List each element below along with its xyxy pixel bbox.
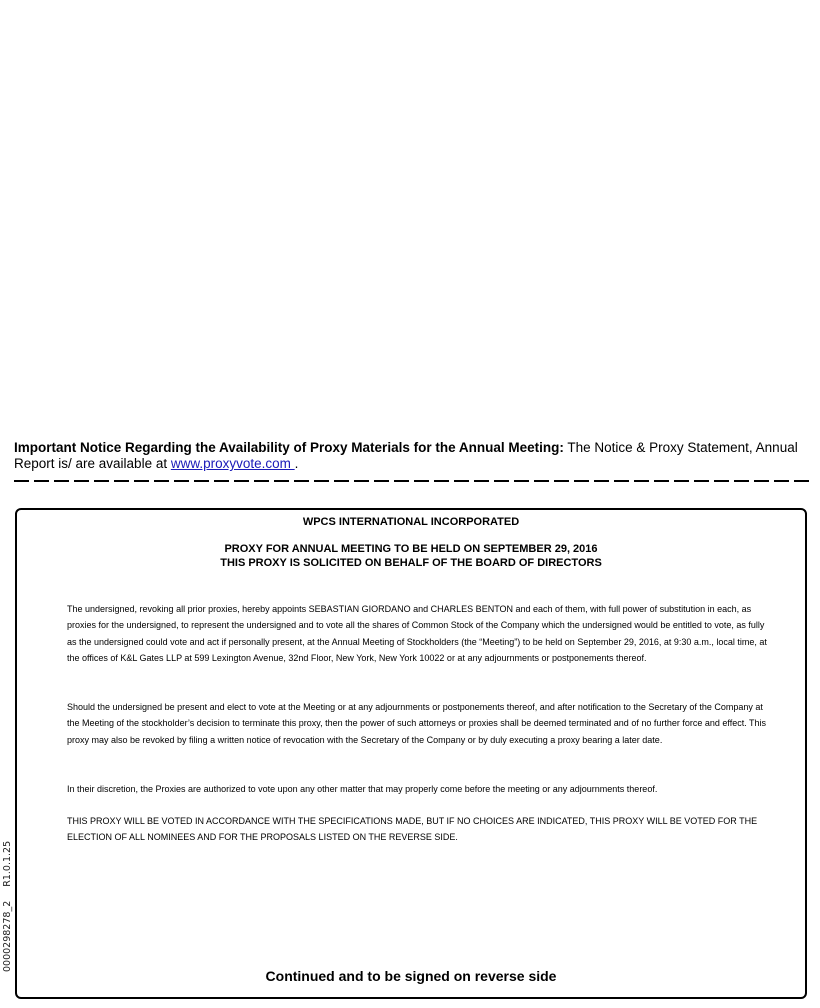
proxy-title-line1: PROXY FOR ANNUAL MEETING TO BE HELD ON SEPTEMBER 29, 2016: [224, 543, 598, 555]
proxy-title: [17, 542, 805, 570]
proxy-card: [15, 508, 807, 999]
company-name: WPCS INTERNATIONAL INCORPORATED: [302, 516, 520, 528]
appointment-paragraph: The undersigned, revoking all prior proxies, hereby appoints SEBASTIAN GIORDANO and CHARLES BENTON and each of them, with full power of substitution in each, as proxies for the undersigned, to represent the undersigned and to vote all the shares of Common Stock of the Company which the undersigned would be entitled to vote, as fully as the undersigned could vote and act if personally present, at the Annual Meeting of Stockholders (the “Meeting”) to be held on September 29, 2016, at 9:30 a.m., local time, at the offices of K&L Gates LLP at 599 Lexington Avenue, 32nd Floor, New York, New York 10022 or at any adjournments or postponements thereof.: [67, 604, 767, 664]
availability-notice: [14, 440, 809, 472]
proxyvote-link[interactable]: www.proxyvote.com: [170, 456, 295, 471]
revocation-paragraph: Should the undersigned be present and elect to vote at the Meeting or at any adjournments or postponements thereof, and after notification to the Secretary of the Company at the Meeting of the stockholder’s decision to terminate this proxy, then the power of such attorneys or proxies shall be deemed terminated and of no further force and effect. This proxy may also be revoked by filing a written notice of revocation with the Secretary of the Company or by duly executing a proxy bearing a later date.: [67, 702, 767, 745]
notice-text: The Notice & Proxy Statement, Annual Report is/ are available at: [14, 440, 798, 471]
document-id: 0000298278_2: [2, 900, 13, 972]
document-version: R1.0.1.25: [2, 840, 13, 887]
cut-line-divider: [14, 480, 812, 482]
notice-heading: Important Notice Regarding the Availability of Proxy Materials for the Annual Meeting:: [14, 440, 564, 455]
document-code-label: [2, 842, 16, 972]
voting-instructions-paragraph: THIS PROXY WILL BE VOTED IN ACCORDANCE WITH THE SPECIFICATIONS MADE, BUT IF NO CHOICES ARE INDICATED, THIS PROXY WILL BE VOTED FOR THE ELECTION OF ALL NOMINEES AND FOR THE PROPOSALS LISTED ON THE REVERSE SIDE.: [67, 816, 758, 843]
proxy-title-line2: THIS PROXY IS SOLICITED ON BEHALF OF THE BOARD OF DIRECTORS: [220, 557, 602, 569]
continued-notice: Continued and to be signed on reverse side: [265, 968, 557, 984]
notice-period: .: [294, 456, 299, 471]
discretion-paragraph: In their discretion, the Proxies are authorized to vote upon any other matter that may properly come before the meeting or any adjournments thereof.: [67, 784, 658, 794]
